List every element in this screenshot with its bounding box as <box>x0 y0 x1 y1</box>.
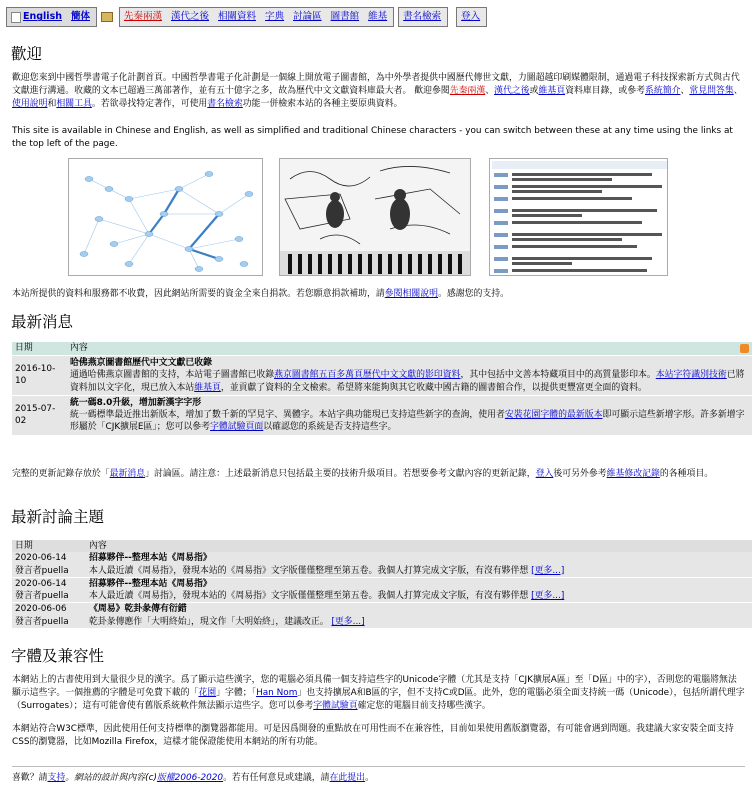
news-date: 2016-10-10 <box>12 356 67 396</box>
discussion-date: 2020-06-14 <box>12 552 86 564</box>
discussion-summary <box>86 590 752 603</box>
link-tools[interactable]: 相關工具 <box>56 98 92 109</box>
discussion-topic[interactable] <box>86 603 752 616</box>
support-link[interactable]: 支持 <box>47 773 66 783</box>
link-introduction[interactable]: 系統簡介 <box>644 85 681 96</box>
fonts-text: 確定您的電腦目前支持哪些漢字。 <box>357 700 491 711</box>
sep: 、 <box>680 85 690 96</box>
news-table <box>12 342 752 436</box>
welcome-heading: 歡迎 <box>11 45 43 63</box>
footer-text: 。 <box>365 773 374 783</box>
news-row <box>12 395 752 435</box>
english-link[interactable]: English <box>23 11 62 23</box>
rss-feed-icon[interactable] <box>740 344 749 353</box>
copyright-link[interactable]: 版權2006-2020 <box>156 773 224 783</box>
sep: 、 <box>485 85 495 96</box>
news-text: 以確認您的系統是否支持這些字。 <box>263 422 397 433</box>
news-content <box>67 356 752 396</box>
nav-library[interactable]: 圖書館 <box>330 11 360 23</box>
more-link[interactable]: [更多...] <box>531 565 565 576</box>
nav-dictionary[interactable]: 字典 <box>265 11 285 23</box>
discussion-header-row <box>12 540 752 552</box>
nav-pre-qin[interactable]: 先秦兩漢 <box>124 11 163 23</box>
hanazono-font-link[interactable]: 花園 <box>198 687 217 698</box>
language-note: This site is available in Chinese and English, as well as simplified and traditional Chinese characters - you can switch between these at any time using the links at the top left of the page. <box>12 126 733 149</box>
donation-text: 本站所提供的資料和服務都不收費，因此網站所需要的資金全來自捐款。若您願意捐款補助，請 <box>12 289 385 299</box>
summary-text: 乾卦彖傳應作「大明終始」，現文作「大明始終」，建議改正。 <box>89 616 329 627</box>
welcome-paragraph <box>12 72 745 111</box>
discussion-summary <box>86 616 752 628</box>
footer <box>12 766 745 784</box>
fonts-text: 」也支持擴展A和B區的字，但不支持C或D區。此外，您的電腦必須全面支持統一碼（Unicode），包括所謂代理字（Surrogates）；這有可能會使有舊版系統軟件無法顯示這些字。您可以參考 <box>12 687 745 711</box>
news-link[interactable]: 維基頁 <box>194 382 221 393</box>
news-text: 即可顯示這些新增字形。許多新增字形屬於「CJK擴展E區」；您可以參考 <box>70 410 745 433</box>
simplified-link[interactable]: 簡体 <box>70 11 90 23</box>
language-switcher <box>6 7 97 27</box>
welcome-text: 歡迎您來到中國哲學書電子化計劃首頁。中國哲學書電子化計劃是一個線上開放電子圖書館，為中外學者提供中國歷代傳世文獻，力圖超越印刷媒體限制，通過電子科技探索新方式與古代文獻進行溝通。收藏的文本已超過三萬部著作，並有五十億字之多，故為歷代中文文獻資料庫最大者。 歡迎參閱 <box>12 73 740 96</box>
fonts-text: 本網站上的古書使用到大量很少見的漢字。爲了顯示這些漢字，您的電腦必須具備一個支持這些字的Unicode字體（尤其是支持「CJK擴展A區」至「D區」中的字），否則您的電腦將無法顯示這些字。一個推薦的字體是可免費下載的「 <box>12 675 737 698</box>
nav-resources[interactable]: 相關資料 <box>218 11 257 23</box>
footer-text: 。若有任何意見或建議，請 <box>223 773 330 783</box>
login-box <box>456 7 487 27</box>
news-link[interactable]: 字體試驗頁面 <box>210 422 264 433</box>
woodblock-illustration-image[interactable] <box>279 158 471 276</box>
topic-title: 招募夥伴--整理本站《周易指》 <box>89 578 212 589</box>
footnote-text: 」討論區。請注意：上述最新消息只包括最主要的技術升級項目。若想要參考文獻內容的更新記錄， <box>145 469 536 479</box>
summary-text: 本人最近讀《周易指》，發現本站的《周易指》文字版僅僅整理至第五卷。我個人打算完成文字版，有沒有夥伴想 <box>89 591 529 602</box>
folder-icon[interactable] <box>101 12 113 22</box>
news-forum-link[interactable]: 最新消息 <box>109 469 146 479</box>
discussion-poster: 發言者puella <box>12 565 86 578</box>
news-date-header: 日期 <box>12 342 67 356</box>
feature-images <box>68 158 668 276</box>
nav-forum[interactable]: 討論區 <box>293 11 322 23</box>
news-text: ，並貢獻了資料的全文檢索。希望將來能夠與其它收藏中國古籍的圖書館合作，以提供更豐富更全面的資料。 <box>220 382 647 393</box>
footnote-text: 後可另外參考 <box>553 469 607 479</box>
news-content-header <box>67 342 752 356</box>
link-instructions[interactable]: 使用說明 <box>12 98 48 109</box>
compatibility-paragraph: 本網站符合W3C標準，因此使用任何支持標準的瀏覽器都能用。可是因爲開發的重點放在可用性而不在兼容性，目前如果使用舊版瀏覽器，有可能會遇到問題。我建議大家安裝全面支持CSS的瀏覽器，比如Mozilla Firefox，這樣才能保證能使用本網站的所有功能。 <box>12 724 734 747</box>
fonts-text: 」字體；「 <box>216 687 257 698</box>
news-heading: 最新消息 <box>11 313 74 331</box>
welcome-text: 功能一併檢索本站的各種主要原典資料。 <box>242 98 403 109</box>
discussion-row <box>12 577 752 590</box>
news-text: 已將資料加以文字化，現已放入本站 <box>70 370 745 393</box>
discussion-date: 2020-06-14 <box>12 577 86 590</box>
news-text: ，其中包括中文善本特藏項目中的高質量影印本。 <box>460 370 656 381</box>
discussion-date: 2020-06-06 <box>12 603 86 616</box>
footnote-login-link[interactable]: 登入 <box>535 469 554 479</box>
discussion-summary <box>86 565 752 578</box>
search-box <box>398 7 448 27</box>
sep: 或 <box>529 85 539 96</box>
welcome-text: 資料庫目錄，或參考 <box>565 85 645 96</box>
topic-title: 《周易》乾卦彖傳有衍錯 <box>89 604 187 615</box>
discussion-heading: 最新討論主題 <box>11 508 105 526</box>
discussion-row-detail <box>12 590 752 603</box>
discussion-row <box>12 552 752 564</box>
text-page-screenshot-image[interactable] <box>489 158 668 276</box>
title-search-link[interactable]: 書名檢索 <box>403 11 442 23</box>
discussion-topic[interactable] <box>86 577 752 590</box>
more-link[interactable]: [更多...] <box>331 616 365 627</box>
news-headline: 統一碼8.0升級，增加新漢字字形 <box>70 397 202 408</box>
main-nav <box>119 7 394 27</box>
link-faq[interactable]: 常見問答集 <box>689 85 734 96</box>
news-link[interactable]: 本站字符識別技術 <box>655 370 727 381</box>
donation-info-link[interactable]: 參閱相關說明 <box>384 289 438 299</box>
fonts-paragraph <box>12 674 745 713</box>
document-icon <box>11 12 21 23</box>
discussion-table <box>12 540 752 628</box>
news-date: 2015-07-02 <box>12 395 67 435</box>
nav-wiki[interactable]: 維基 <box>368 11 388 23</box>
footer-text: 。網站的設計與內容(c) <box>65 773 157 783</box>
discussion-row-detail <box>12 565 752 578</box>
font-test-link[interactable]: 字體試驗頁 <box>313 700 358 711</box>
news-content <box>67 395 752 435</box>
han-nom-font-link[interactable]: Han Nom <box>256 687 298 698</box>
footer-text: 喜歡？請 <box>12 773 48 783</box>
more-link[interactable]: [更多...] <box>531 591 565 602</box>
fonts-heading: 字體及兼容性 <box>11 647 105 665</box>
discussion-poster: 發言者puella <box>12 616 86 628</box>
news-header-row <box>12 342 752 356</box>
feedback-link[interactable]: 在此提出 <box>329 773 366 783</box>
link-wiki[interactable]: 維基頁 <box>538 85 566 96</box>
link-post-han[interactable]: 漢代之後 <box>494 85 530 96</box>
news-content-header-label: 內容 <box>70 343 88 354</box>
login-link[interactable]: 登入 <box>461 11 481 23</box>
network-graph-image[interactable] <box>68 158 263 276</box>
wiki-history-link[interactable]: 維基修改記錄 <box>606 469 660 479</box>
sep: 、 <box>733 85 743 96</box>
news-footnote <box>12 468 745 481</box>
footnote-text: 完整的更新記錄存放於「 <box>12 469 110 479</box>
donation-paragraph <box>12 288 745 301</box>
nav-post-han[interactable]: 漢代之後 <box>171 11 210 23</box>
discussion-row-detail <box>12 616 752 628</box>
news-headline: 哈佛燕京圖書館歷代中文文獻已收錄 <box>70 358 212 368</box>
donation-text: 。感謝您的支持。 <box>438 289 509 299</box>
news-text: 通過哈佛燕京圖書館的支持，本站電子圖書館已收錄 <box>70 370 275 381</box>
news-link[interactable]: 燕京圖書館五百多萬頁歷代中文文獻的影印資料 <box>274 370 461 381</box>
summary-text: 本人最近讀《周易指》，發現本站的《周易指》文字版僅僅整理至第五卷。我個人打算完成文字版，有沒有夥伴想 <box>89 565 529 576</box>
discussion-poster: 發言者puella <box>12 590 86 603</box>
link-pre-qin[interactable]: 先秦兩漢 <box>449 85 486 96</box>
discussion-topic[interactable] <box>86 552 752 564</box>
link-title-search[interactable]: 書名檢索 <box>207 98 243 109</box>
discussion-date-header: 日期 <box>12 540 86 552</box>
news-link[interactable]: 安裝花園字體的最新版本 <box>504 410 603 421</box>
top-nav-bar <box>6 6 491 28</box>
topic-title: 招募夥伴--整理本站《周易指》 <box>89 553 212 564</box>
sep: 和 <box>47 98 57 109</box>
footnote-text: 的各種項目。 <box>659 469 714 479</box>
news-text: 統一碼標準最近推出新版本，增加了數千新的罕見字、異體字。本站字典功能現已支持這些新字的查詢，使用者 <box>70 410 505 421</box>
discussion-row <box>12 603 752 616</box>
news-row <box>12 356 752 396</box>
welcome-text: 。若欲尋找特定著作，可使用 <box>91 98 208 109</box>
discussion-content-header: 內容 <box>86 540 752 552</box>
